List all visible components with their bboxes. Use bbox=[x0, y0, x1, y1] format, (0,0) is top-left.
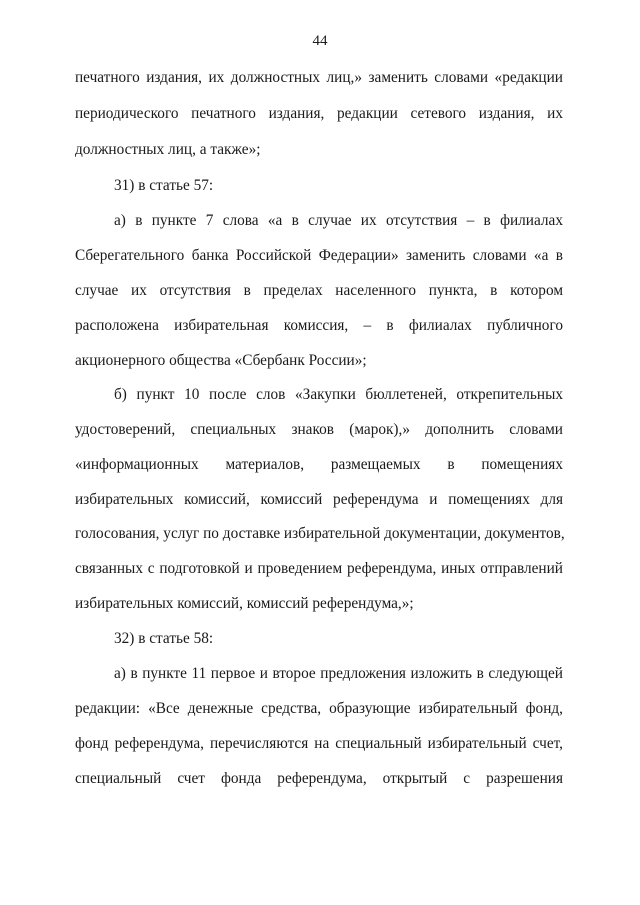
text-line: Сберегательного банка Российской Федерации» заменить словами «а в bbox=[75, 247, 563, 264]
text-line: голосования, услуг по доставке избирательной документации, документов, bbox=[75, 525, 565, 542]
section-heading: 31) в статье 57: bbox=[114, 177, 214, 194]
text-line: случае их отсутствия в пределах населенного пункта, в котором bbox=[75, 282, 563, 299]
text-line: редакции: «Все денежные средства, образующие избирательный фонд, bbox=[75, 700, 563, 717]
text-line: избирательных комиссий, комиссий референдума,»; bbox=[75, 595, 414, 612]
text-line: «информационных материалов, размещаемых в помещениях bbox=[75, 456, 563, 473]
text-line: печатного издания, их должностных лиц,» заменить словами «редакции bbox=[75, 69, 563, 86]
text-line: а) в пункте 11 первое и второе предложения изложить в следующей bbox=[114, 665, 563, 682]
page-number: 44 bbox=[312, 33, 328, 49]
text-line: избирательных комиссий, комиссий референдума и помещениях для bbox=[75, 491, 563, 508]
text-line: б) пункт 10 после слов «Закупки бюллетеней, открепительных bbox=[114, 386, 563, 403]
text-line: специальный счет фонда референдума, открытый с разрешения bbox=[75, 770, 563, 787]
text-line: расположена избирательная комиссия, – в филиалах публичного bbox=[75, 317, 563, 334]
text-line: акционерного общества «Сбербанк России»; bbox=[75, 352, 367, 369]
text-line: должностных лиц, а также»; bbox=[75, 141, 261, 158]
text-line: фонд референдума, перечисляются на специальный избирательный счет, bbox=[75, 735, 563, 752]
text-line: а) в пункте 7 слова «а в случае их отсутствия – в филиалах bbox=[114, 212, 563, 229]
text-line: связанных с подготовкой и проведением референдума, иных отправлений bbox=[75, 560, 563, 577]
text-line: удостоверений, специальных знаков (марок),» дополнить словами bbox=[75, 421, 563, 438]
text-line: периодического печатного издания, редакции сетевого издания, их bbox=[75, 105, 563, 122]
section-heading: 32) в статье 58: bbox=[114, 630, 214, 647]
